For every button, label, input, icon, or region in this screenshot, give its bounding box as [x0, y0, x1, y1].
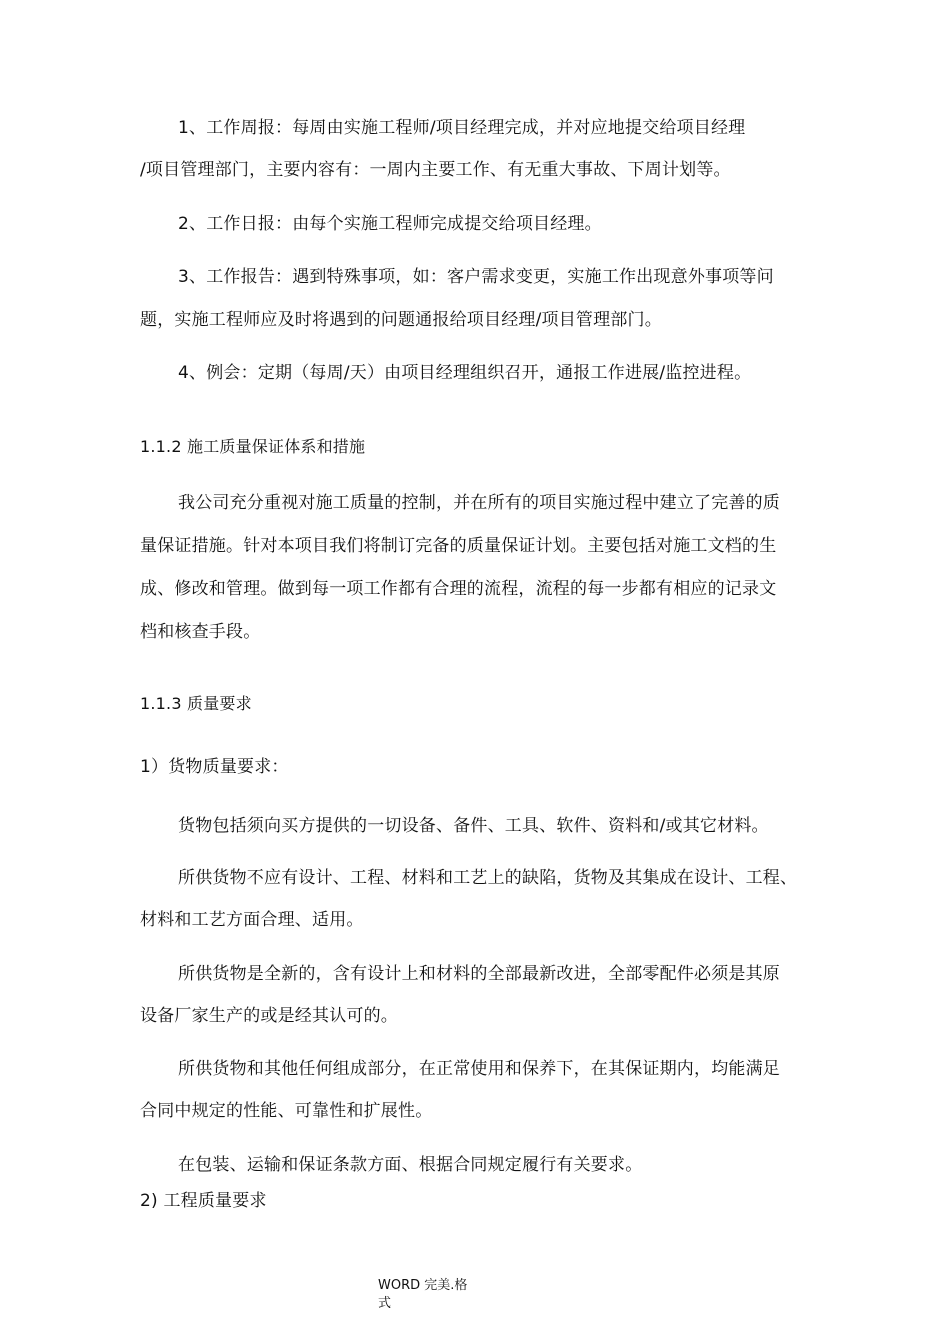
paragraph-quality-assurance-line-1: 我公司充分重视对施工质量的控制，并在所有的项目实施过程中建立了完善的质 — [178, 493, 780, 513]
paragraph-quality-assurance-line-4: 档和核查手段。 — [140, 622, 261, 642]
paragraph-goods-scope: 货物包括须向买方提供的一切设备、备件、工具、软件、资料和/或其它材料。 — [178, 816, 769, 836]
paragraph-weekly-report-line-1: 1、工作周报：每周由实施工程师/项目经理完成，并对应地提交给项目经理 — [178, 118, 746, 138]
paragraph-daily-report: 2、工作日报：由每个实施工程师完成提交给项目经理。 — [178, 214, 602, 234]
subheading-project-quality: 2) 工程质量要求 — [140, 1191, 267, 1211]
paragraph-packaging: 在包装、运输和保证条款方面、根据合同规定履行有关要求。 — [178, 1155, 643, 1175]
paragraph-quality-assurance-line-2: 量保证措施。针对本项目我们将制订完备的质量保证计划。主要包括对施工文档的生 — [140, 536, 777, 556]
footer-text-line-2: 式 — [378, 1296, 392, 1311]
subheading-goods-quality: 1）货物质量要求： — [140, 757, 289, 777]
paragraph-goods-warranty-line-1: 所供货物和其他任何组成部分，在正常使用和保养下，在其保证期内，均能满足 — [178, 1059, 780, 1079]
paragraph-weekly-report-line-2: /项目管理部门，主要内容有：一周内主要工作、有无重大事故、下周计划等。 — [140, 160, 731, 180]
paragraph-goods-defects-line-1: 所供货物不应有设计、工程、材料和工艺上的缺陷，货物及其集成在设计、工程、 — [178, 868, 798, 888]
paragraph-goods-new-line-2: 设备厂家生产的或是经其认可的。 — [140, 1006, 398, 1026]
paragraph-work-report-line-1: 3、工作报告：遇到特殊事项，如：客户需求变更，实施工作出现意外事项等问 — [178, 267, 774, 287]
paragraph-regular-meeting: 4、例会：定期（每周/天）由项目经理组织召开，通报工作进展/监控进程。 — [178, 363, 752, 383]
footer-text-line-1: WORD 完美.格 — [378, 1278, 468, 1293]
paragraph-goods-warranty-line-2: 合同中规定的性能、可靠性和扩展性。 — [140, 1101, 433, 1121]
paragraph-goods-new-line-1: 所供货物是全新的，含有设计上和材料的全部最新改进，全部零配件必须是其原 — [178, 964, 780, 984]
paragraph-work-report-line-2: 题，实施工程师应及时将遇到的问题通报给项目经理/项目管理部门。 — [140, 310, 662, 330]
paragraph-quality-assurance-line-3: 成、修改和管理。做到每一项工作都有合理的流程，流程的每一步都有相应的记录文 — [140, 579, 777, 599]
section-heading-1-1-3: 1.1.3 质量要求 — [140, 694, 252, 713]
section-heading-1-1-2: 1.1.2 施工质量保证体系和措施 — [140, 437, 366, 456]
paragraph-goods-defects-line-2: 材料和工艺方面合理、适用。 — [140, 910, 364, 930]
